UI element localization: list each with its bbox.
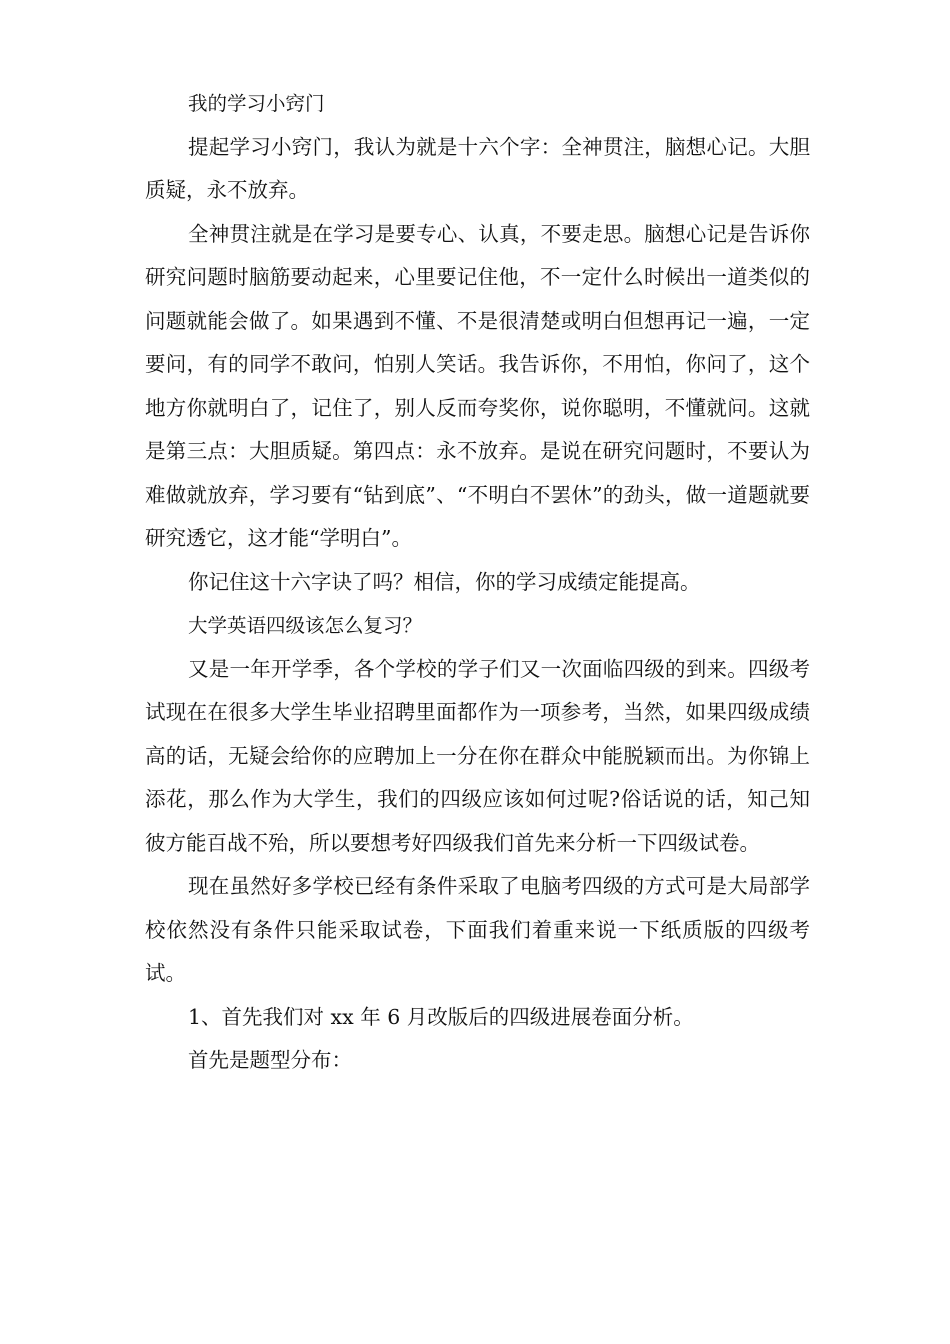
paragraph: 现在虽然好多学校已经有条件采取了电脑考四级的方式可是大局部学校依然没有条件只能采取试卷，下面我们着重来说一下纸质版的四级考试。 — [145, 874, 810, 985]
document-body — [145, 82, 810, 1083]
paragraph: 你记住这十六字诀了吗？相信，你的学习成绩定能提高。 — [188, 569, 701, 594]
paragraph: 全神贯注就是在学习是要专心、认真，不要走思。脑想心记是告诉你研究问题时脑筋要动起来，心里要记住他，不一定什么时候出一道类似的问题就能会做了。如果遇到不懂、不是很清楚或明白但想再记一遍，一定要问，有的同学不敢问，怕别人笑话。我告诉你，不用怕，你问了，这个地方你就明白了，记住了，别人反而夸奖你，说你聪明，不懂就问。这就是第三点：大胆质疑。第四点：永不放弃。是说在研究问题时，不要认为难做就放弃，学习要有“钻到底”、“不明白不罢休”的劲头，做一道题就要研究透它，这才能“学明白”。 — [145, 221, 810, 550]
paragraph: 首先是题型分布： — [188, 1048, 352, 1072]
section-title-study-tips: 我的学习小窍门 — [188, 92, 325, 115]
section-title-cet4: 大学英语四级该怎么复习？ — [188, 614, 423, 637]
paragraph: 又是一年开学季，各个学校的学子们又一次面临四级的到来。四级考试现在在很多大学生毕业招聘里面都作为一项参考，当然，如果四级成绩高的话，无疑会给你的应聘加上一分在你在群众中能脱颖而出。为你锦上添花，那么作为大学生，我们的四级应该如何过呢?俗话说的话，知己知彼方能百战不殆，所以要想考好四级我们首先来分析一下四级试卷。 — [145, 656, 810, 855]
paragraph: 1、首先我们对 xx 年 6 月改版后的四级进展卷面分析。 — [188, 1004, 694, 1029]
paragraph: 提起学习小窍门，我认为就是十六个字：全神贯注，脑想心记。大胆质疑，永不放弃。 — [145, 134, 810, 202]
